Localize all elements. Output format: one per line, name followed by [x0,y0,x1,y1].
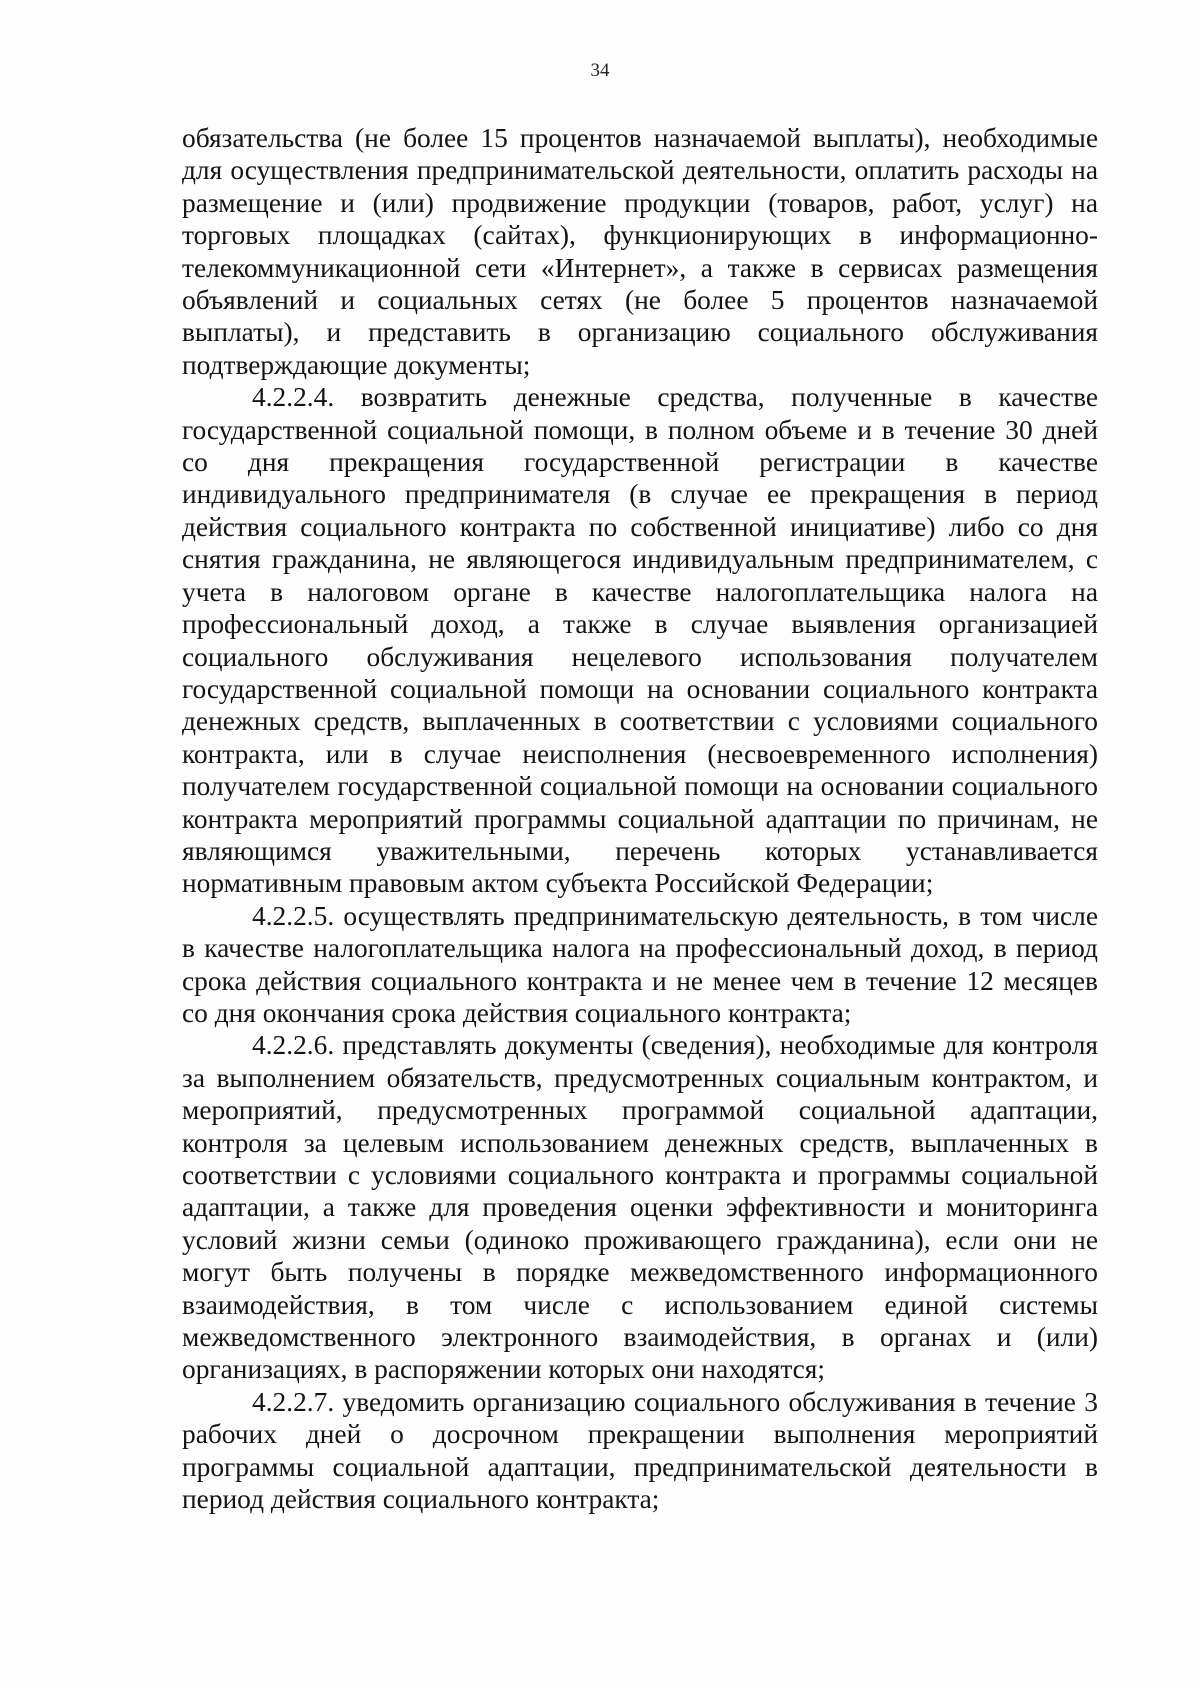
document-body [182,122,1098,1515]
page-number: 34 [590,60,610,81]
paragraph-4-2-2-7: 4.2.2.7. уведомить организацию социального обслуживания в течение 3 рабочих дней о досрочном прекращении выполнения мероприятий программы социальной адаптации, предпринимательской деятельности в период действия социального контракта; [182,1386,1098,1515]
paragraph-4-2-2-4: 4.2.2.4. возвратить денежные средства, полученные в качестве государственной социальной помощи, в полном объеме и в течение 30 дней со дня прекращения государственной регистрации в качестве индивидуального предпринимателя (в случае ее прекращения в период действия социального контракта по собственной инициативе) либо со дня снятия гражданина, не являющегося индивидуальным предпринимателем, с учета в налоговом органе в качестве налогоплательщика налога на профессиональный доход, а также в случае выявления организацией социального обслуживания нецелевого использования получателем государственной социальной помощи на основании социального контракта денежных средств, выплаченных в соответствии с условиями социального контракта, или в случае неисполнения (несвоевременного исполнения) получателем государственной социальной помощи на основании социального контракта мероприятий программы социальной адаптации по причинам, не являющимся уважительными, перечень которых устанавливается нормативным правовым актом субъекта Российской Федерации; [182,382,1098,899]
paragraph-4-2-2-5: 4.2.2.5. осуществлять предпринимательскую деятельность, в том числе в качестве налогоплательщика налога на профессиональный доход, в период срока действия социального контракта и не менее чем в течение 12 месяцев со дня окончания срока действия социального контракта; [182,900,1098,1028]
paragraph-4-2-2-6: 4.2.2.6. представлять документы (сведения), необходимые для контроля за выполнением обязательств, предусмотренных социальным контрактом, и мероприятий, предусмотренных программой социальной адаптации, контроля за целевым использованием денежных средств, выплаченных в соответствии с условиями социального контракта и программы социальной адаптации, а также для проведения оценки эффективности и мониторинга условий жизни семьи (одиноко проживающего гражданина), если они не могут быть получены в порядке межведомственного информационного взаимодействия, в том числе с использованием единой системы межведомственного электронного взаимодействия, в органах и (или) организациях, в распоряжении которых они находятся; [182,1030,1098,1385]
paragraph-continuation: обязательства (не более 15 процентов назначаемой выплаты), необходимые для осуществления предпринимательской деятельности, оплатить расходы на размещение и (или) продвижение продукции (товаров, работ, услуг) на торговых площадках (сайтах), функционирующих в информационно-телекоммуникационной сети «Интернет», а также в сервисах размещения объявлений и социальных сетях (не более 5 процентов назначаемой выплаты), и представить в организацию социального обслуживания подтверждающие документы; [182,123,1098,380]
